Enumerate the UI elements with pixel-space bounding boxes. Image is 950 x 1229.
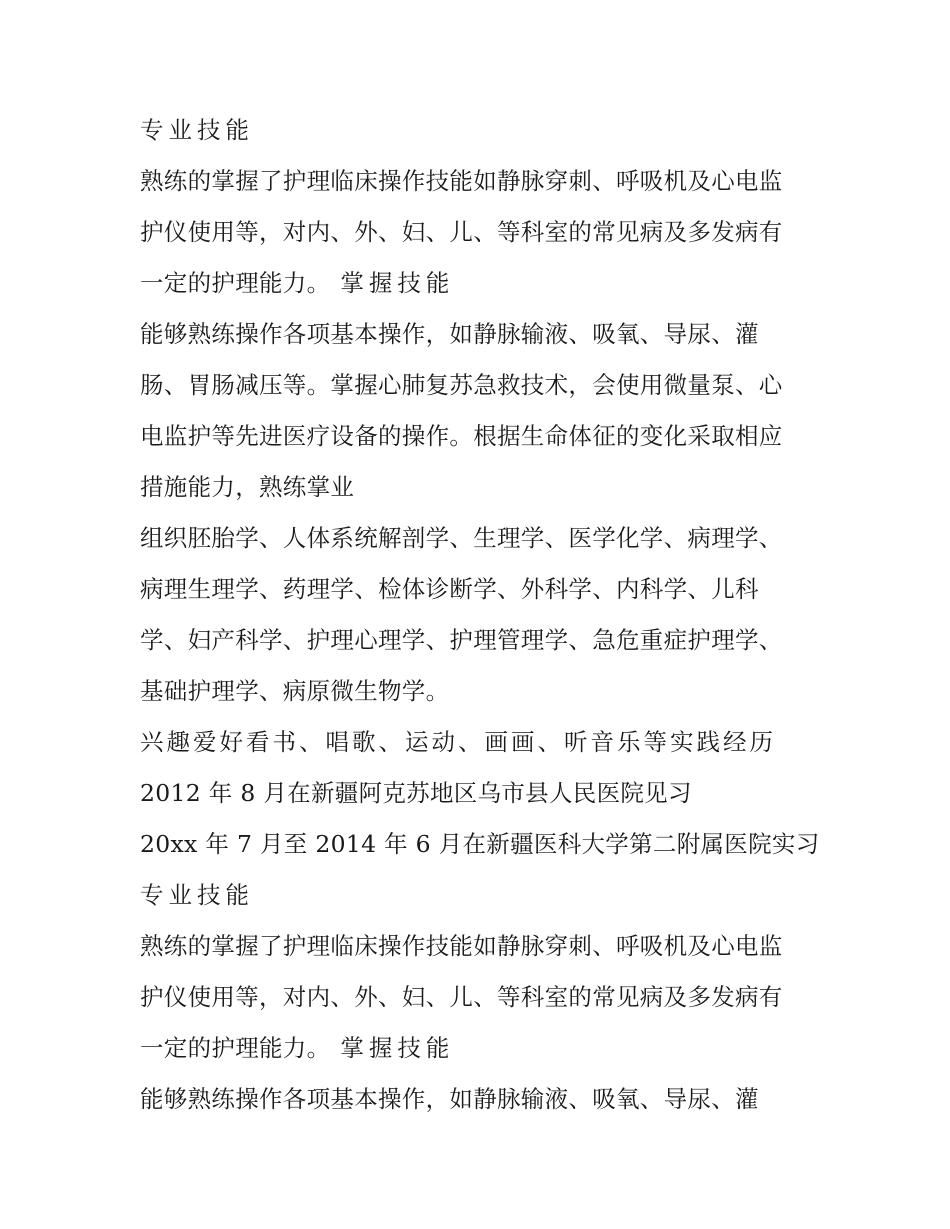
paragraph-line: 病理生理学、药理学、检体诊断学、外科学、内科学、儿科: [140, 575, 759, 603]
paragraph-text: 一定的护理能力。: [140, 1034, 331, 1062]
paragraph-line: 肠、胃肠减压等。掌握心肺复苏急救技术，会使用微量泵、心: [140, 371, 783, 399]
paragraph-line: 学、妇产科学、护理心理学、护理管理学、急危重症护理学、: [140, 626, 783, 654]
paragraph-line: 护仪使用等，对内、外、妇、儿、等科室的常见病及多发病有: [140, 983, 783, 1011]
section-heading-mastered-skills: 掌握技能: [340, 1034, 455, 1062]
paragraph-line: 能够熟练操作各项基本操作，如静脉输液、吸氧、导尿、灌: [140, 1085, 759, 1113]
paragraph-line: 措施能力，熟练掌业: [140, 473, 355, 501]
experience-line: 20xx 年 7 月至 2014 年 6 月在新疆医科大学第二附属医院实习: [140, 830, 820, 858]
paragraph-line: [140, 258, 830, 309]
section-heading-mastered-skills: 掌握技能: [340, 269, 455, 297]
paragraph-line: [140, 1023, 830, 1074]
paragraph-text: 一定的护理能力。: [140, 269, 331, 297]
paragraph-line: 熟练的掌握了护理临床操作技能如静脉穿刺、呼吸机及心电监: [140, 932, 783, 960]
paragraph-line: 护仪使用等，对内、外、妇、儿、等科室的常见病及多发病有: [140, 218, 783, 246]
section-heading-professional-skills: 专业技能: [140, 881, 254, 909]
paragraph-line: 组织胚胎学、人体系统解剖学、生理学、医学化学、病理学、: [140, 524, 783, 552]
document-body: [140, 105, 830, 1125]
paragraph-line: 熟练的掌握了护理临床操作技能如静脉穿刺、呼吸机及心电监: [140, 167, 783, 195]
paragraph-line: 基础护理学、病原微生物学。: [140, 677, 450, 705]
section-heading-professional-skills: 专业技能: [140, 116, 254, 144]
paragraph-line: 电监护等先进医疗设备的操作。根据生命体征的变化采取相应: [140, 422, 783, 450]
experience-line: 2012 年 8 月在新疆阿克苏地区乌市县人民医院见习: [140, 779, 692, 807]
paragraph-line: 能够熟练操作各项基本操作，如静脉输液、吸氧、导尿、灌: [140, 320, 759, 348]
hobbies-line: 兴趣爱好看书、唱歌、运动、画画、听音乐等实践经历: [140, 728, 776, 756]
